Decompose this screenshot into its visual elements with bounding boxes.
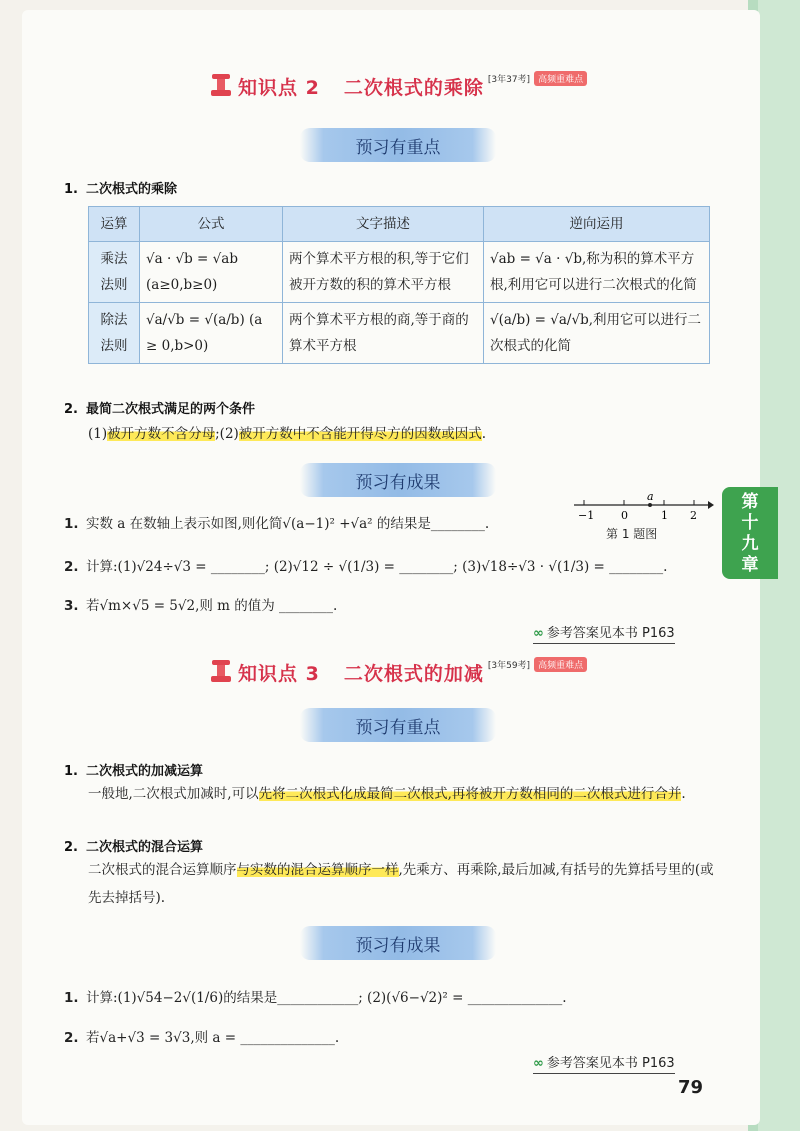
table-header-row — [89, 207, 710, 242]
item-heading: 2. 二次根式的混合运算 — [64, 840, 204, 855]
tick-label: 2 — [690, 509, 697, 522]
row-label: 乘法法则 — [89, 242, 140, 303]
exam-frequency-note: [3年37考] — [487, 74, 531, 85]
figure-caption: 第 1 题图 — [606, 527, 658, 541]
preview-key-banner: 预习有重点 — [300, 128, 496, 162]
answer-reference[interactable]: ∞ 参考答案见本书 P163 — [533, 622, 675, 644]
preview-key-banner: 预习有重点 — [300, 708, 496, 742]
mixed-operation-text: 二次根式的混合运算顺序与实数的混合运算顺序一样,先乘方、再乘除,最后加减,有括号的先算括号里的(或先去掉括号). — [88, 862, 714, 906]
table-row — [89, 303, 710, 364]
table-row — [89, 242, 710, 303]
answer-reference[interactable]: ∞ 参考答案见本书 P163 — [533, 1052, 675, 1074]
chapter-tab-char: 章 — [741, 555, 759, 575]
section3-heading — [208, 658, 587, 686]
exercise: 3. 若√m×√5 = 5√2,则 m 的值为 ________. — [64, 598, 338, 614]
exercise: 1. 计算:(1)√54−2√(1/6)的结果是____________; (2)(√6−√2)² = ______________. — [64, 990, 567, 1006]
exam-frequency-note: [3年59考] — [487, 660, 531, 671]
description-cell: 两个算术平方根的积,等于它们被开方数的积的算术平方根 — [283, 242, 484, 303]
table-header-cell: 运算 — [89, 207, 140, 242]
chapter-tab-char: 十 — [741, 513, 759, 533]
section2-heading — [208, 72, 587, 100]
tick-label: −1 — [578, 509, 595, 522]
item-heading: 1. 二次根式的乘除 — [64, 182, 178, 197]
table-header-cell: 逆向运用 — [484, 207, 710, 242]
table-header-cell: 公式 — [140, 207, 283, 242]
formula-cell: √a · √b = √ab (a≥0,b≥0) — [140, 242, 283, 303]
rules-table — [88, 206, 710, 364]
chapter-tab-char: 第 — [741, 492, 759, 512]
chapter-tab[interactable] — [722, 487, 778, 579]
addition-rule-text: 一般地,二次根式加减时,可以先将二次根式化成最简二次根式,再将被开方数相同的二次根式进行合并. — [88, 786, 686, 802]
highlight: 与实数的混合运算顺序一样 — [236, 862, 399, 878]
preview-result-banner: 预习有成果 — [300, 463, 496, 497]
reverse-cell: √(a/b) = √a/√b,利用它可以进行二次根式的化简 — [484, 303, 710, 364]
highlight: 被开方数中不含能开得尽方的因数或因式 — [238, 426, 482, 442]
section2-title: 知识点 2 二次根式的乘除 — [238, 76, 484, 99]
link-icon: ∞ — [533, 1056, 544, 1071]
tick-label: 1 — [661, 509, 668, 522]
highlight: 被开方数不含分母 — [107, 426, 216, 442]
highlight: 先将二次根式化成最简二次根式,再将被开方数相同的二次根式进行合并 — [258, 786, 682, 802]
tick-label: 0 — [621, 509, 628, 522]
row-label: 除法法则 — [89, 303, 140, 364]
chapter-tab-char: 九 — [741, 534, 759, 554]
preview-result-banner: 预习有成果 — [300, 926, 496, 960]
item-heading: 2. 最简二次根式满足的两个条件 — [64, 402, 256, 417]
tick-label: a — [647, 493, 654, 503]
conditions-text: (1)被开方数不含分母;(2)被开方数中不含能开得尽方的因数或因式. — [88, 426, 487, 442]
description-cell: 两个算术平方根的商,等于商的算术平方根 — [283, 303, 484, 364]
lantern-icon — [208, 72, 234, 100]
exercise: 2. 计算:(1)√24÷√3 = ________; (2)√12 ÷ √(1/3) = ________; (3)√18÷√3 · √(1/3) = ________. — [64, 559, 668, 575]
item-heading: 1. 二次根式的加减运算 — [64, 764, 204, 779]
page-number: 79 — [678, 1077, 704, 1098]
formula-cell: √a/√b = √(a/b) (a ≥ 0,b>0) — [140, 303, 283, 364]
section3-title: 知识点 3 二次根式的加减 — [238, 662, 484, 685]
lantern-icon — [208, 658, 234, 686]
frequency-badge: 高频重难点 — [534, 71, 587, 86]
frequency-badge: 高频重难点 — [534, 657, 587, 672]
link-icon: ∞ — [533, 626, 544, 641]
exercise: 2. 若√a+√3 = 3√3,则 a = ______________. — [64, 1030, 340, 1046]
table-header-cell: 文字描述 — [283, 207, 484, 242]
reverse-cell: √ab = √a · √b,称为积的算术平方根,利用它可以进行二次根式的化简 — [484, 242, 710, 303]
exercise: 1. 实数 a 在数轴上表示如图,则化简√(a−1)² +√a² 的结果是________. — [64, 516, 490, 532]
